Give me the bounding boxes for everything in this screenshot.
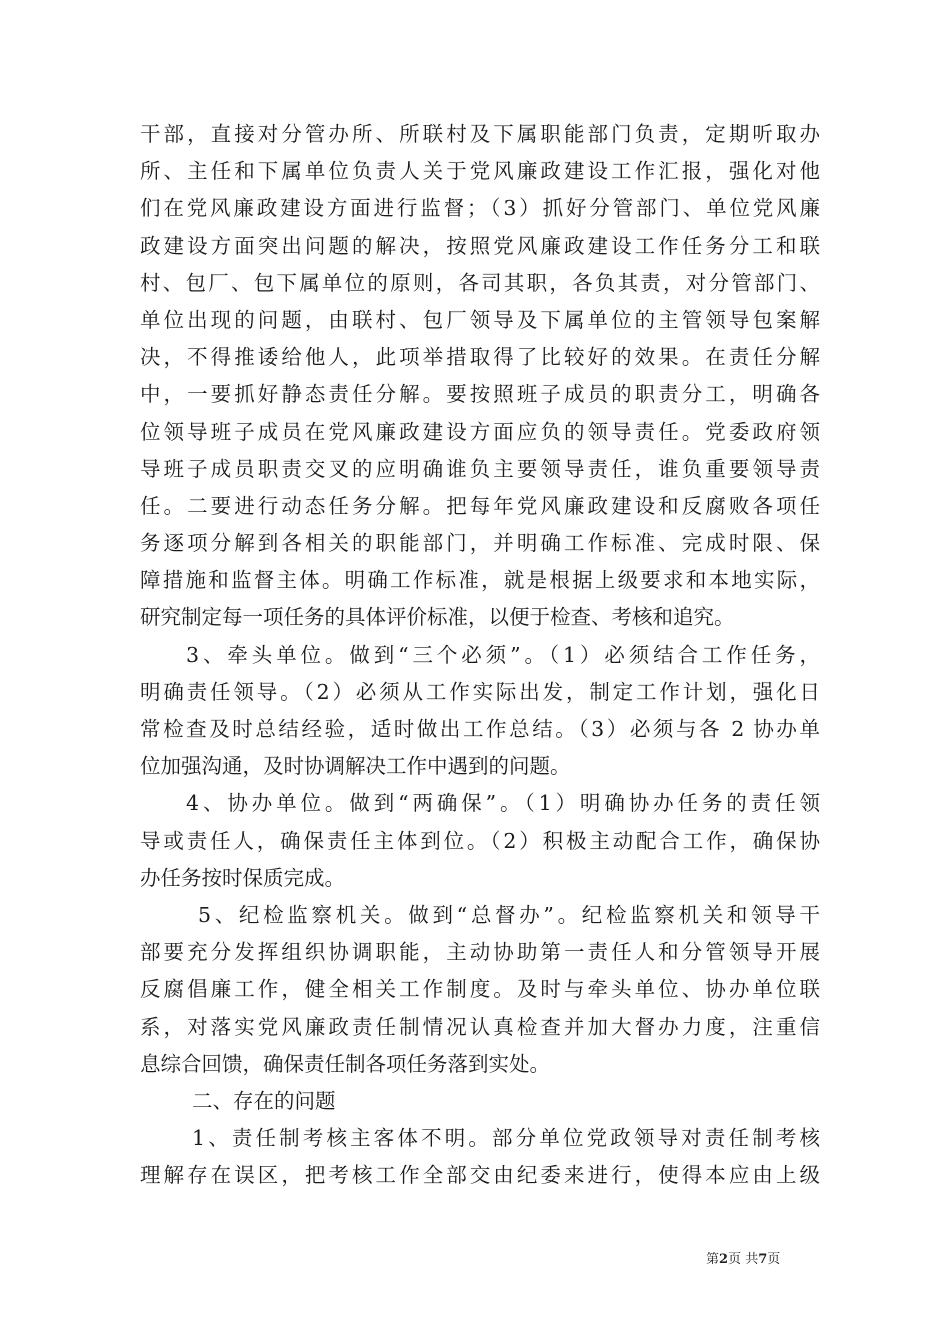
text-line: 导班子成员职责交叉的应明确谁负主要领导责任，谁负重要领导责 [140,456,820,481]
footer-total-pages: 7 [758,1252,768,1267]
text-line: 干部，直接对分管办所、所联村及下属职能部门负责，定期听取办 [140,122,820,146]
text-line: 办任务按时保质完成。 [140,865,345,890]
text-line: 部要充分发挥组织协调职能，主动协助第一责任人和分管领导开展 [140,940,820,965]
paragraph-start-line: 4、协办单位。做到“两确保”。（1）明确协办任务的责任领 [186,791,820,816]
text-line: 理解存在误区，把考核工作全部交由纪委来进行，使得本应由上级 [140,1163,820,1188]
text-line: 明确责任领导。（2）必须从工作实际出发，制定工作计划，强化日 [140,679,820,704]
text-line: 系，对落实党风廉政责任制情况认真检查并加大督办力度，注重信 [140,1014,820,1039]
text-line: 决，不得推诿给他人，此项举措取得了比较好的效果。在责任分解 [140,345,820,370]
text-line: 导或责任人，确保责任主体到位。（2）积极主动配合工作，确保协 [140,828,820,853]
text-line: 们在党风廉政建设方面进行监督；（3）抓好分管部门、单位党风廉 [140,196,820,221]
text-line: 障措施和监督主体。明确工作标准，就是根据上级要求和本地实际， [140,568,820,593]
text-line: 村、包厂、包下属单位的原则，各司其职，各负其责，对分管部门、 [140,270,820,295]
text-line: 常检查及时总结经验，适时做出工作总结。（3）必须与各 2 协办单 [140,717,820,741]
paragraph-start-line: 5、纪检监察机关。做到“总督办”。纪检监察机关和领导干 [198,902,820,927]
paragraph-start-line: 3、牵头单位。做到“三个必须”。（1）必须结合工作任务， [186,642,820,667]
text-line: 中，一要抓好静态责任分解。要按照班子成员的职责分工，明确各 [140,382,820,407]
body-text [140,116,820,1194]
paragraph-start-line: 1、责任制考核主客体不明。部分单位党政领导对责任制考核 [192,1126,820,1151]
text-line: 息综合回馈，确保责任制各项任务落到实处。 [140,1051,550,1076]
section-heading: 二、存在的问题 [192,1088,336,1113]
text-line: 任。二要进行动态任务分解。把每年党风廉政建设和反腐败各项任 [140,493,820,518]
text-line: 所、主任和下属单位负责人关于党风廉政建设工作汇报，强化对他 [140,159,820,184]
text-line: 位领导班子成员在党风廉政建设方面应负的领导责任。党委政府领 [140,419,820,444]
text-line: 政建设方面突出问题的解决，按照党风廉政建设工作任务分工和联 [140,233,820,258]
footer-middle: 页 共 [728,1252,759,1267]
page-footer [706,1248,780,1267]
footer-prefix: 第 [706,1252,720,1267]
footer-current-page: 2 [719,1252,729,1267]
footer-suffix: 页 [767,1252,781,1267]
text-line: 位加强沟通，及时协调解决工作中遇到的问题。 [140,754,571,779]
text-line: 单位出现的问题，由联村、包厂领导及下属单位的主管领导包案解 [140,307,820,332]
text-line: 研究制定每一项任务的具体评价标准，以便于检查、考核和追究。 [140,605,735,630]
text-line: 务逐项分解到各相关的职能部门，并明确工作标准、完成时限、保 [140,531,820,556]
text-line: 反腐倡廉工作，健全相关工作制度。及时与牵头单位、协办单位联 [140,977,820,1002]
